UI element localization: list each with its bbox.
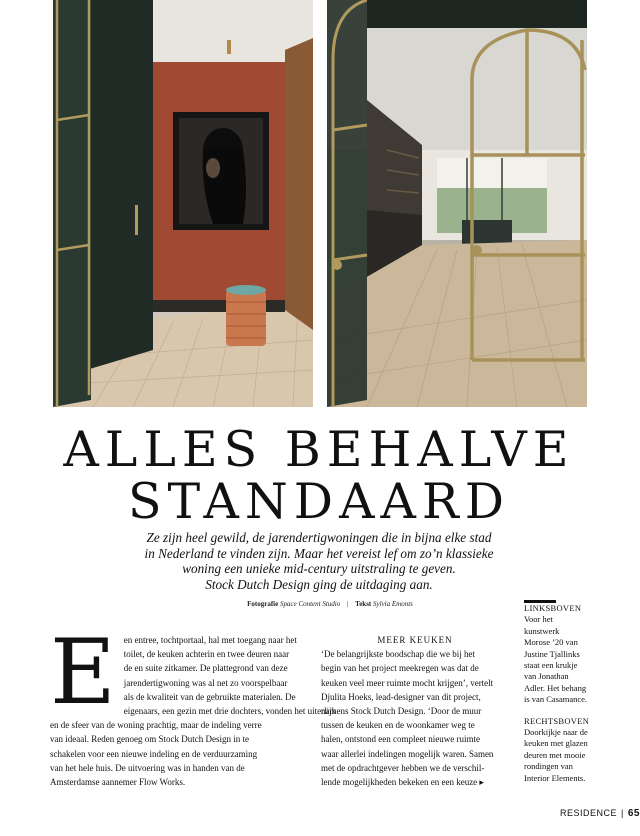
- caption-line: rondingen van: [524, 761, 573, 772]
- body-line: van ideaal. Reden genoeg om Stock Dutch Design in te: [50, 734, 249, 745]
- lead-line: in Nederland te vinden zijn. Maar het vereist lef om zo’n klassieke: [144, 545, 494, 561]
- body-line: de en suite zitkamer. De plattegrond van deze: [123, 663, 288, 674]
- caption-line: is van Casamance.: [524, 694, 588, 705]
- caption-line: kunstwerk: [524, 625, 560, 636]
- body-line: en de sfeer van de woning prachtig, maar de indeling verre: [50, 720, 262, 731]
- body-column-1: [50, 620, 337, 789]
- photo-kitchen-doors: [327, 0, 587, 407]
- photo-captions: [524, 603, 614, 784]
- caption-line: Justine Tjallinks: [524, 648, 580, 659]
- magazine-name: RESIDENCE: [560, 808, 618, 818]
- caption-line: staat een krukje: [524, 660, 578, 671]
- caption-line: Morose ’20 van: [524, 637, 578, 648]
- body-line: en entree, tochtportaal, hal met toegang naar het: [123, 635, 297, 645]
- caption-line: Doorkijkje naar de: [524, 727, 588, 738]
- lead-line: Stock Dutch Design ging de uitdaging aan.: [205, 576, 433, 592]
- credits: [180, 600, 480, 608]
- text-credit-value: Sylvia Emonts: [373, 600, 413, 608]
- hallway-illustration: [53, 0, 313, 407]
- text-credit-label: Tekst: [355, 600, 372, 608]
- photo-credit-value: Space Content Studio: [279, 600, 341, 608]
- body-line: Djulita Hoeks, lead-designer van dit project,: [321, 691, 481, 702]
- body-line: halen, ontstond een compleet nieuwe ruimte: [321, 734, 480, 745]
- body-line: waar allerlei indelingen mogelijk waren. Samen: [321, 748, 494, 759]
- body-line: eigenaars, een gezin met drie dochters, vonden het uiterlijk: [123, 706, 337, 717]
- body-line: met de opdrachtgever hebben we de verschil-: [321, 762, 485, 773]
- caption-line: Adler. Het behang: [524, 682, 587, 693]
- caption-heading-left: LINKSBOVEN: [524, 603, 582, 613]
- lead-line: Ze zijn heel gewild, de jarendertigwoningen die in bijna elke stad: [146, 530, 492, 545]
- page-footer: [560, 808, 640, 819]
- body-line: toilet, de keuken achterin en twee deuren naar: [123, 649, 290, 660]
- body-line: ‘De belangrijkste boodschap die we bij het: [321, 649, 475, 660]
- lead-line: woning een unieke mid-century uitstraling te geven.: [182, 561, 456, 576]
- photo-credit-label: Fotografie: [247, 600, 279, 608]
- kitchen-illustration: [327, 0, 587, 407]
- caption-line: deuren met mooie: [524, 749, 586, 760]
- credit-separator: |: [347, 600, 349, 608]
- body-line: Amsterdamse aannemer Flow Works.: [50, 777, 186, 788]
- body-line: tussen de keuken en de woonkamer weg te: [321, 720, 475, 731]
- lead-paragraph: [110, 530, 528, 592]
- caption-line: Voor het: [524, 614, 553, 625]
- body-line: schakelen voor een nieuwe indeling en de verduurzaming: [50, 748, 258, 759]
- body-line: namens Stock Dutch Design. ‘Door de muur: [321, 706, 482, 717]
- caption-line: Interior Elements.: [524, 772, 586, 783]
- article-title-line-1: ALLES BEHALVE: [63, 421, 575, 478]
- page-number: 65: [627, 808, 640, 819]
- caption-line: van Jonathan: [524, 671, 569, 682]
- footer-separator: |: [621, 808, 624, 818]
- article-title-line-2: STANDAARD: [127, 473, 511, 530]
- caption-heading-right: RECHTSBOVEN: [524, 715, 590, 726]
- body-line: van het hele huis. De uitvoering was in handen van de: [50, 762, 245, 773]
- caption-line: keuken met glazen: [524, 738, 588, 749]
- body-line: begin van het project meekregen was dat de: [321, 663, 479, 674]
- body-line: keuken veel meer ruimte mocht krijgen’, vertelt: [321, 677, 494, 688]
- body-line: lende mogelijkheden bekeken en een keuze ▸: [321, 777, 484, 788]
- body-line: jarendertigwoning was al net zo voorspelbaar: [123, 677, 288, 688]
- body-column-2: [321, 633, 509, 789]
- drop-cap: E: [50, 620, 116, 725]
- section-subhead: MEER KEUKEN: [377, 635, 453, 645]
- body-line: als de kwaliteit van de gebruikte materialen. De: [123, 691, 296, 702]
- photo-hallway: [53, 0, 313, 407]
